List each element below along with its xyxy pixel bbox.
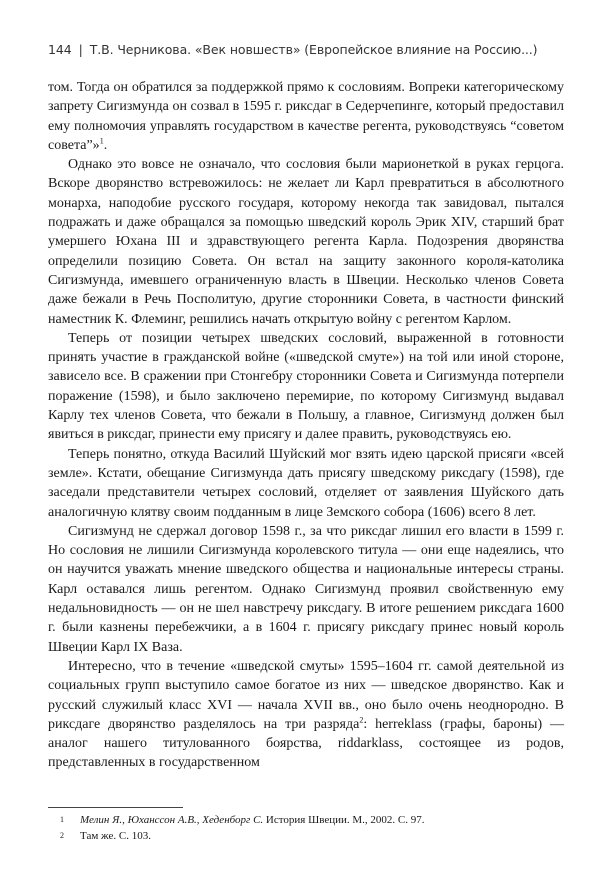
footnote-divider [48, 807, 183, 808]
paragraph-2: Однако это вовсе не означало, что сословия были марионеткой в руках герцога. Вскоре дворянство встревожилось: не желает ли Карл превратиться в абсолютного монарха, наподобие русского государя, которому некогда так завидовал, пытался подражать и даже обращался за помощью шведский король Эрик XIV, старший брат умершего Юхана III и здравствующего регента Карла. Подозрения дворянства определили позицию Совета. Он встал на защиту законного короля-католика Сигизмунда, имевшего ограниченную власть в Швеции. Несколько членов Совета даже бежали в Речь Посполитую, другие сторонники Совета, в частности финский наместник К. Флеминг, решились начать открытую войну с регентом Карлом. [48, 157, 564, 327]
footnote-authors: Мелин Я., Юханссон А.В., Хеденборг С. [80, 814, 264, 826]
paragraph-1: том. Тогда он обратился за поддержкой прямо к сословиям. Вопреки категорическому запрету Сигизмунда он созвал в 1595 г. риксдаг в Седерчепинге, который предоставил ему полномочия управлять государством в качестве регента, руководствуясь “советом совета”»$^1$. [48, 80, 564, 153]
footnote-number: 2 [60, 831, 64, 840]
paragraph-6: Интересно, что в течение «шведской смуты» 1595–1604 гг. самой деятельной из социальных групп выступило самое богатое из них — шведское дворянство. Как и русский служилый класс XVI — начала XVII вв., оно было очень неоднородно. В риксдаге дворянство разделялось на три разряда$^2$: herreklass (графы, бароны) — аналог нашего титулованного боярства, riddarklass, состоящее из родов, представленных в государственном [48, 658, 564, 771]
footnote-number: 1 [60, 815, 64, 824]
footnote-ref-2: 2 [359, 715, 364, 725]
paragraph-4: Теперь понятно, откуда Василий Шуйский мог взять идею царской присяги «всей земле». Кстати, обещание Сигизмунда дать присягу шведскому риксдагу (1598), где заседали представители четырех сословий, отделяет от заявления Шуйского дать аналогичную клятву своим подданным в лице Земского собора (1606) всего 8 лет. [48, 446, 564, 520]
running-header [48, 42, 568, 57]
running-title: Т.В. Черникова. «Век новшеств» (Европейское влияние на Россию...) [89, 42, 538, 57]
body-text [48, 78, 564, 773]
page-number: 144 [48, 42, 72, 57]
footnotes [60, 812, 560, 844]
footnote-text: История Швеции. М., 2002. С. 97. [265, 814, 425, 826]
paragraph-5: Сигизмунд не сдержал договор 1598 г., за что риксдаг лишил его власти в 1599 г. Но сословия не лишили Сигизмунда королевского титула — они еще надеялись, что он научится уважать мнение шведского общества и национальные интересы страны. Карл оставался лишь регентом. Однако Сигизмунд проявил свойственную ему недальновидность — он не шел навстречу риксдагу. В итоге решением риксдага 1600 г. были казнены перебежчики, а в 1604 г. присягу риксдагу принес новый король Швеции Карл IX Ваза. [48, 523, 564, 655]
header-separator: | [78, 42, 83, 57]
footnote-text: Там же. С. 103. [80, 830, 151, 842]
paragraph-3: Теперь от позиции четырех шведских сословий, выраженной в готовности принять участие в гражданской войне («шведской смуте») на той или иной стороне, зависело все. В сражении при Стонгебру сторонники Совета и Сигизмунда потерпели поражение (1598), и было заключено перемирие, по которому Сигизмунд выдавал Карлу тех членов Совета, что бежали в Польшу, а главное, Сигизмунд должен был явиться в риксдаг, принести ему присягу и далее править, руководствуясь ею. [48, 330, 564, 443]
footnote-1 [60, 812, 560, 828]
footnote-ref-1: 1 [99, 136, 104, 146]
footnote-2 [60, 828, 560, 844]
